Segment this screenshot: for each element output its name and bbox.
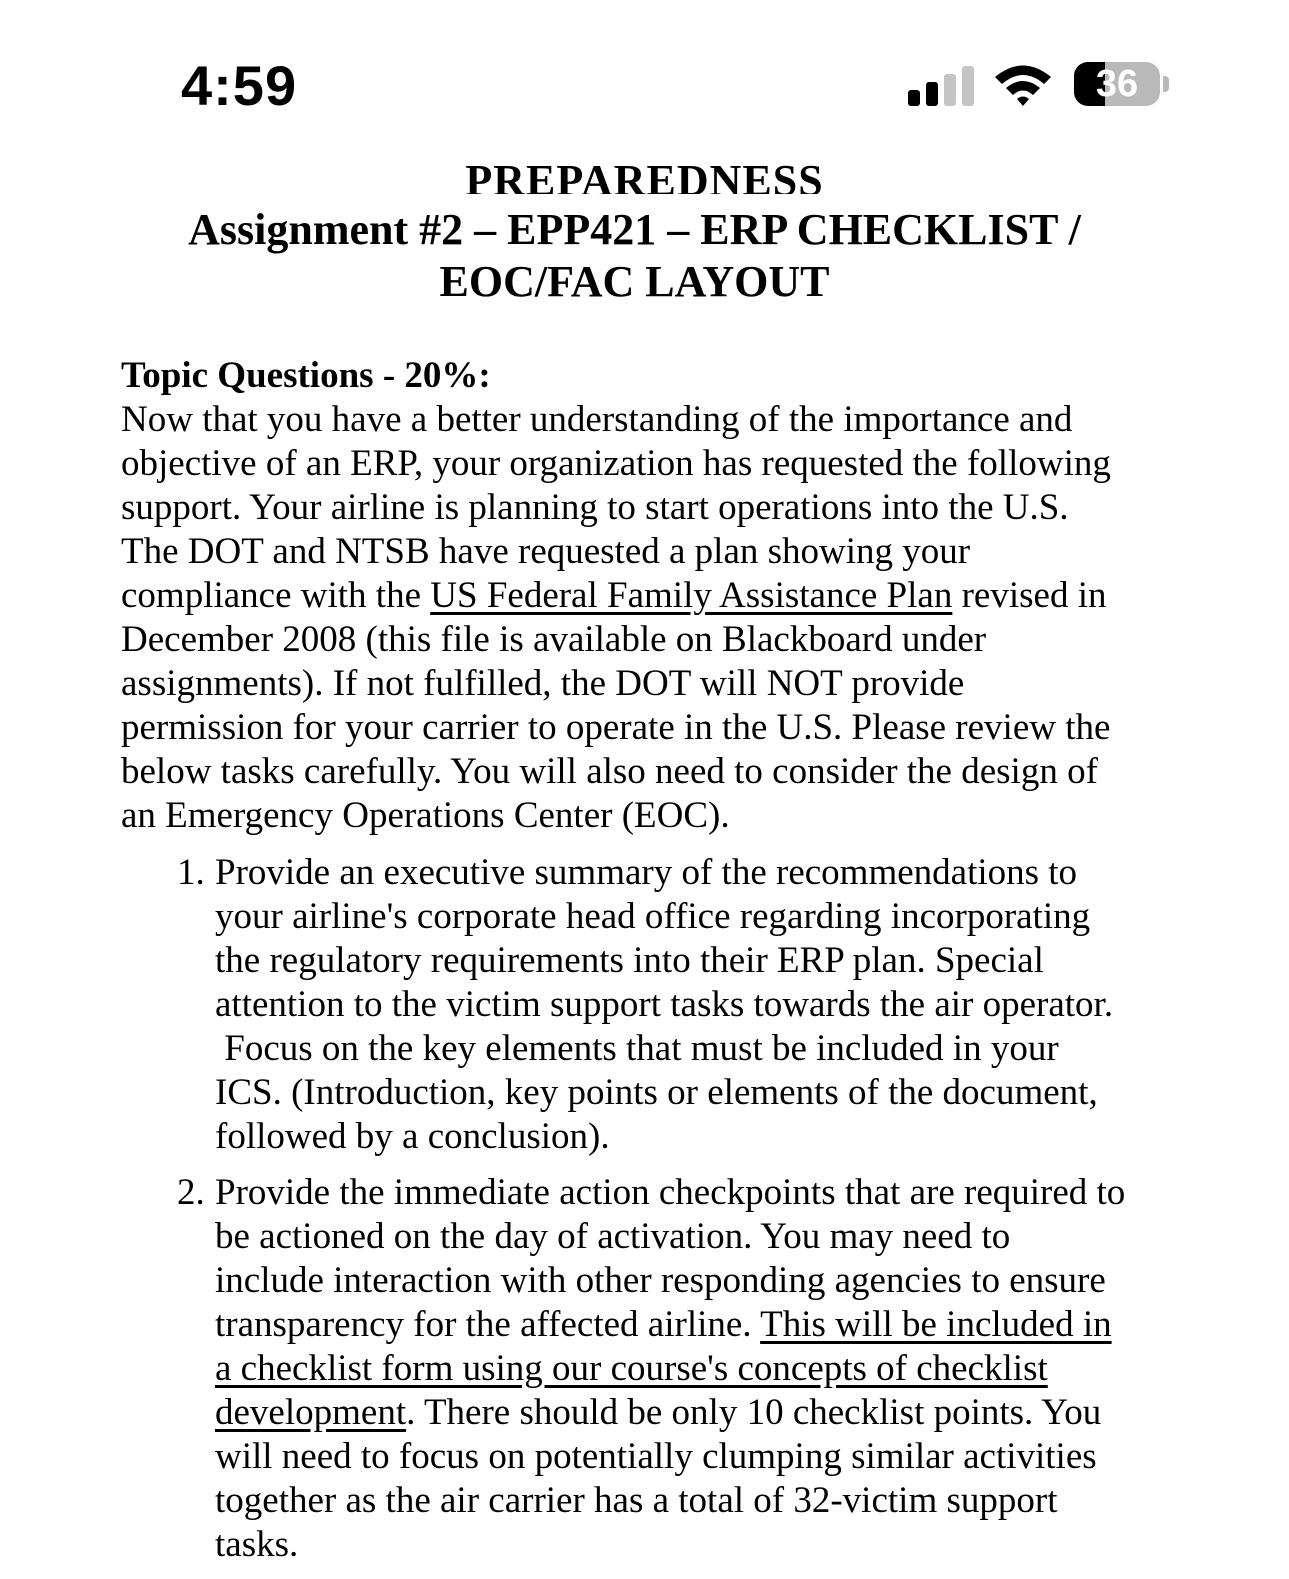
intro-line: assignments). If not fulfilled, the DOT will NOT provide <box>121 663 965 704</box>
signal-bar <box>944 74 956 106</box>
cut-off-heading-text: PREPAREDNESS <box>465 156 824 194</box>
signal-bar <box>908 90 920 106</box>
task-text: transparency for the affected airline. <box>215 1304 752 1345</box>
intro-line: objective of an ERP, your organization has requested the following <box>121 443 1111 484</box>
battery-tip <box>1163 76 1169 92</box>
title-line: Assignment #2 – EPP421 – ERP CHECKLIST / <box>188 205 1081 254</box>
task-item <box>121 851 1151 1159</box>
intro-line <box>121 574 1151 618</box>
intro-line: below tasks carefully. You will also need to consider the design of <box>121 751 1098 792</box>
federal-family-assistance-plan-link[interactable]: US Federal Family Assistance Plan <box>430 575 953 616</box>
cellular-signal-icon <box>908 66 974 106</box>
underlined-text: development <box>215 1392 407 1433</box>
task-line: be actioned on the day of activation. You may need to <box>215 1216 1011 1257</box>
intro-line: The DOT and NTSB have requested a plan showing your <box>121 531 971 572</box>
status-bar <box>0 0 1289 170</box>
task-line: Provide an executive summary of the recommendations to <box>215 852 1078 893</box>
task-line: together as the air carrier has a total of 32-victim support <box>215 1480 1058 1521</box>
intro-line: Now that you have a better understanding of the importance and <box>121 399 1073 440</box>
task-line: tasks. <box>215 1524 299 1565</box>
signal-bar <box>962 66 974 106</box>
task-line: ICS. (Introduction, key points or elements of the document, <box>215 1072 1098 1113</box>
intro-line: support. Your airline is planning to start operations into the U.S. <box>121 487 1069 528</box>
task-line <box>215 1391 1151 1435</box>
task-line: the regulatory requirements into their ERP plan. Special <box>215 940 1044 981</box>
intro-text: compliance with the <box>121 575 422 616</box>
task-number: 1. <box>177 852 205 893</box>
topic-questions-heading: Topic Questions - 20%: <box>121 355 491 396</box>
task-list <box>121 851 1151 1579</box>
task-line: followed by a conclusion). <box>215 1116 610 1157</box>
task-line: attention to the victim support tasks towards the air operator. <box>215 984 1114 1025</box>
underlined-text: This will be included in <box>760 1304 1112 1345</box>
intro-line: December 2008 (this file is available on Blackboard under <box>121 619 987 660</box>
task-line: will need to focus on potentially clumping similar activities <box>215 1436 1097 1477</box>
task-line: your airline's corporate head office regarding incorporating <box>215 896 1091 937</box>
battery-icon <box>1074 62 1160 106</box>
intro-line: permission for your carrier to operate in the U.S. Please review the <box>121 707 1111 748</box>
wifi-icon <box>991 62 1055 108</box>
task-number: 2. <box>177 1172 205 1213</box>
intro-text: revised in <box>961 575 1107 616</box>
status-time: 4:59 <box>181 54 298 117</box>
title-line: EOC/FAC LAYOUT <box>439 257 830 306</box>
task-line: Focus on the key elements that must be included in your <box>215 1028 1059 1069</box>
task-line: include interaction with other responding agencies to ensure <box>215 1260 1106 1301</box>
intro-paragraph <box>121 398 1151 838</box>
cut-off-heading <box>0 146 1289 194</box>
underlined-text: a checklist form using our course's concepts of checklist <box>215 1348 1048 1389</box>
intro-line: an Emergency Operations Center (EOC). <box>121 795 730 836</box>
task-line <box>215 1303 1151 1347</box>
task-text: . There should be only 10 checklist points. You <box>406 1392 1102 1433</box>
task-item <box>121 1171 1151 1567</box>
task-line: Provide the immediate action checkpoints that are required to <box>215 1172 1126 1213</box>
document-title <box>100 204 1169 308</box>
signal-bar <box>926 82 938 106</box>
battery-level: 36 <box>1095 63 1139 105</box>
